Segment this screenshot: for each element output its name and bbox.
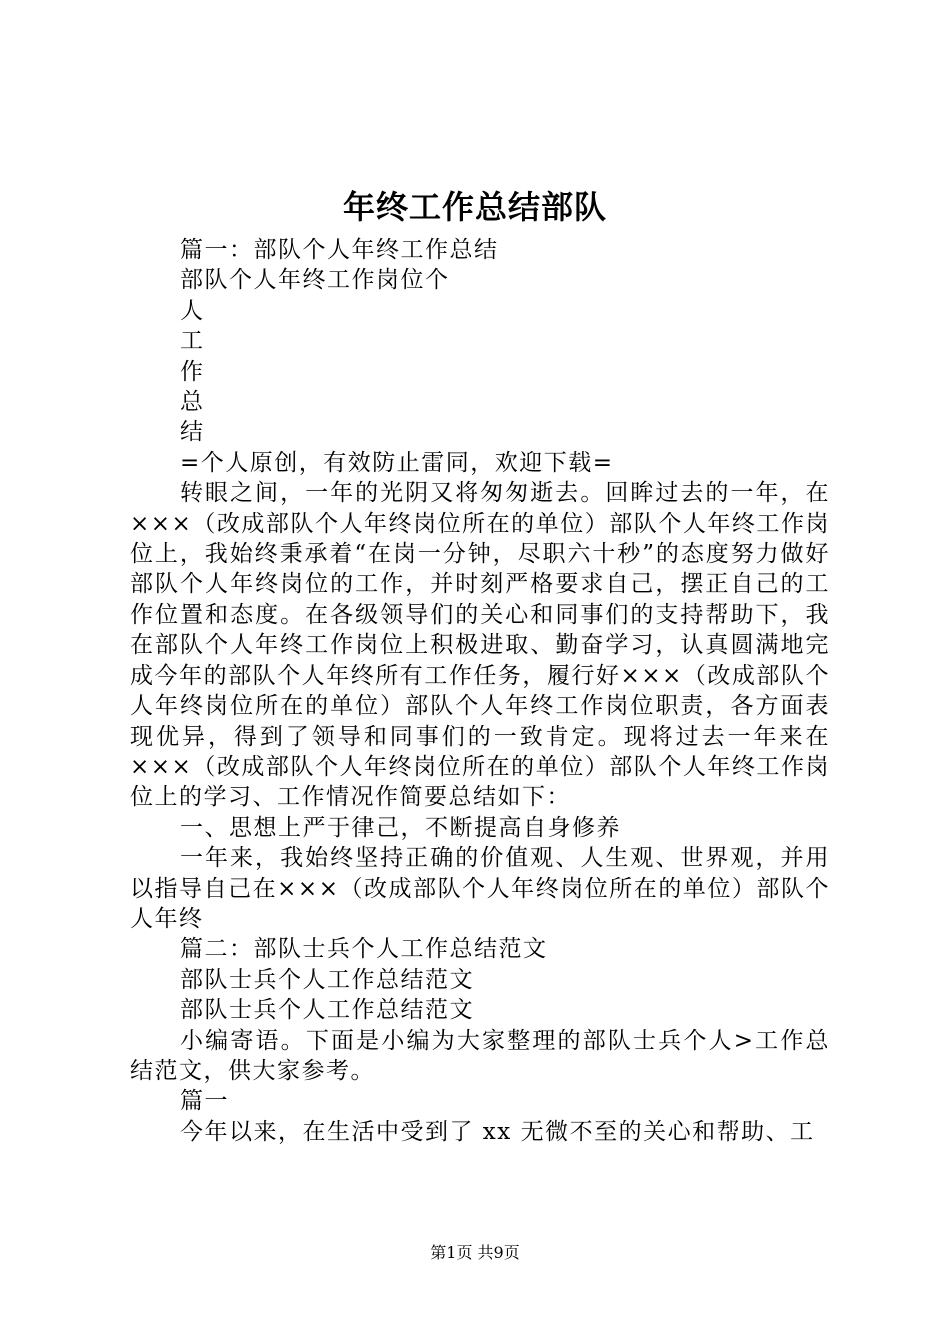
text-line: 部队士兵个人工作总结范文 [180,966,474,993]
text-line: 部队个人年终工作岗位个 [180,267,450,294]
document-title: 年终工作总结部队 [342,188,607,226]
text-line: 人 [180,297,205,324]
paragraph: 转眼之间，一年的光阴又将匆匆逝去。回眸过去的一年，在×××（改成部队个人年终岗位所在的单位）部队个人年终工作岗位上，我始终秉承着“在岗一分钟，尽职六十秒”的态度努力做好部队个人年终岗位的工作，并时刻严格要求自己，摆正自己的工作位置和态度。在各级领导们的关心和同事们的支持帮助下，我在部队个人年终工作岗位上积极进取、勤奋学习，认真圆满地完成今年的部队个人年终所有工作任务，履行好×××（改成部队个人年终岗位所在的单位）部队个人年终工作岗位职责，各方面表现优异，得到了领导和同事们的一致肯定。现将过去一年来在×××（改成部队个人年终岗位所在的单位）部队个人年终工作岗位上的学习、工作情况作简要总结如下： [130,480,830,811]
text-line: 总 [180,389,205,416]
text-line: 部队士兵个人工作总结范文 [180,997,474,1024]
text-line: 结 [180,419,205,446]
page-footer: 第1页 共9页 [430,1243,520,1262]
text-line: 篇一：部队个人年终工作总结 [180,237,499,263]
document-body [130,235,830,1147]
paragraph: 今年以来，在生活中受到了 xx 无微不至的关心和帮助、工 [180,1118,815,1145]
section-heading: 篇二：部队士兵个人工作总结范文 [180,936,548,963]
text-line: 作 [180,358,205,385]
sub-heading: 篇一 [180,1088,229,1115]
paragraph: 一年来，我始终坚持正确的价值观、人生观、世界观，并用以指导自己在×××（改成部队个人年终岗位所在的单位）部队个人年终 [130,845,830,932]
section-heading: 一、思想上严于律己，不断提高自身修养 [180,814,621,841]
text-line: 工 [180,328,205,355]
paragraph: 小编寄语。下面是小编为大家整理的部队士兵个人>工作总结范文，供大家参考。 [130,1027,830,1084]
text-line: =个人原创，有效防止雷同，欢迎下载= [180,449,614,476]
